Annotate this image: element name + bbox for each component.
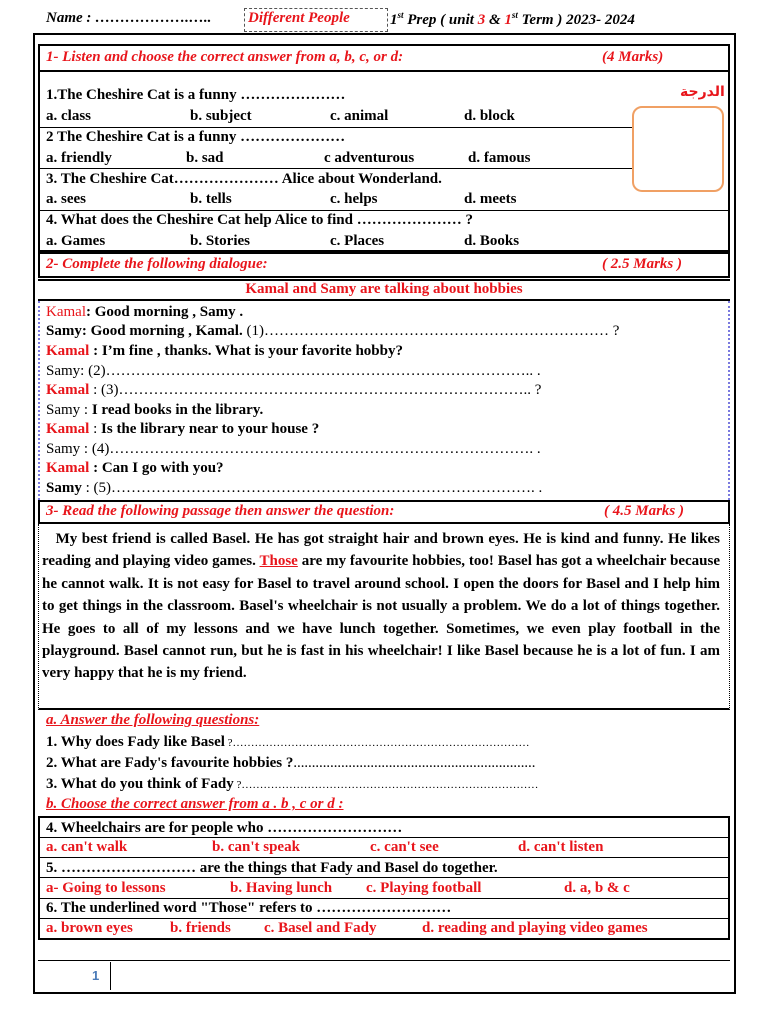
q4-opt-c[interactable]: c. can't see xyxy=(370,839,439,855)
dialogue-line[interactable]: Kamal : (3)……………………………………………………………………….. ? xyxy=(46,382,542,398)
section3-marks: ( 4.5 Marks ) xyxy=(604,503,685,519)
page-number: 1 xyxy=(92,968,100,983)
grade-label: الدرجة xyxy=(680,84,725,100)
divider xyxy=(38,127,632,128)
q5-opt-c[interactable]: c. Playing football xyxy=(366,880,482,896)
s1-q4-opt-b[interactable]: b. Stories xyxy=(190,233,250,249)
part-a-question[interactable]: 1. Why does Fady like Basel ?……………………………………………………………………… xyxy=(46,734,530,750)
section2-title: 2- Complete the following dialogue: xyxy=(46,256,268,272)
s1-q3-opt-a[interactable]: a. sees xyxy=(46,191,86,207)
page-header xyxy=(0,0,768,34)
footer-divider xyxy=(110,962,111,990)
part-a-question[interactable]: 2. What are Fady's favourite hobbies ?………………………………………………………… xyxy=(46,755,536,771)
q6-opt-b[interactable]: b. friends xyxy=(170,920,231,936)
underlined-word: Those xyxy=(259,553,298,570)
section2-marks: ( 2.5 Marks ) xyxy=(602,256,683,272)
divider xyxy=(38,210,730,211)
s1-q1: 1.The Cheshire Cat is a funny ………………… xyxy=(46,87,346,103)
dialogue-line[interactable]: Samy : (4)…………………………………………………………………………. . xyxy=(46,441,541,457)
s1-q3: 3. The Cheshire Cat………………… Alice about Wonderland. xyxy=(46,171,442,187)
s1-q3-opt-b[interactable]: b. tells xyxy=(190,191,232,207)
s1-q4-opt-d[interactable]: d. Books xyxy=(464,233,520,249)
part-a-title: a. Answer the following questions: xyxy=(46,712,260,728)
dialogue-line[interactable]: Samy : (5)…………………………………………………………………………. . xyxy=(46,480,543,496)
q4-opt-a[interactable]: a. can't walk xyxy=(46,839,128,855)
part-a-question[interactable]: 3. What do you think of Fady ?……………………………………………………………………… xyxy=(46,776,539,792)
section1-marks: (4 Marks) xyxy=(602,49,664,65)
q6-opt-d[interactable]: d. reading and playing video games xyxy=(422,920,648,936)
section2-subtitle: Kamal and Samy are talking about hobbies xyxy=(245,281,523,297)
s1-q1-opt-d[interactable]: d. block xyxy=(464,108,515,124)
q4-opt-d[interactable]: d. can't listen xyxy=(518,839,604,855)
section3-title: 3- Read the following passage then answer the question: xyxy=(46,503,395,519)
q5-opt-d[interactable]: d. a, b & c xyxy=(564,880,630,896)
s1-q3-opt-d[interactable]: d. meets xyxy=(464,191,517,207)
part-b-title: b. Choose the correct answer from a . b , c or d : xyxy=(46,796,344,812)
dialogue-line[interactable]: Samy: (2)………………………………………………………………………….. . xyxy=(46,363,541,379)
divider xyxy=(38,857,730,858)
section1-title: 1- Listen and choose the correct answer from a, b, c, or d: xyxy=(46,49,404,65)
s1-q1-opt-a[interactable]: a. class xyxy=(46,108,91,124)
q5-opt-b[interactable]: b. Having lunch xyxy=(230,880,333,896)
s1-q2: 2 The Cheshire Cat is a funny ………………… xyxy=(46,129,346,145)
divider xyxy=(38,898,730,899)
s1-q2-opt-a[interactable]: a. friendly xyxy=(46,150,112,166)
part-b-q4: 4. Wheelchairs are for people who ……………………… xyxy=(46,820,403,836)
q5-opt-a[interactable]: a- Going to lessons xyxy=(46,880,166,896)
name-label: Name : ……………….….. xyxy=(46,10,212,26)
s1-q4: 4. What does the Cheshire Cat help Alice to find ………………… ? xyxy=(46,212,473,228)
dialogue-line: Kamal : Is the library near to your house ? xyxy=(46,421,320,437)
q6-opt-c[interactable]: c. Basel and Fady xyxy=(264,920,377,936)
divider xyxy=(38,837,730,838)
footer-bar xyxy=(38,960,730,990)
s1-q4-opt-a[interactable]: a. Games xyxy=(46,233,106,249)
dialogue-line: Kamal: Good morning , Samy . xyxy=(46,304,244,320)
part-b-q6: 6. The underlined word "Those" refers to ……………………… xyxy=(46,900,452,916)
s1-q2-opt-d[interactable]: d. famous xyxy=(468,150,531,166)
grade-box[interactable] xyxy=(632,106,724,192)
unit-title: Different People xyxy=(248,10,350,26)
s1-q3-opt-c[interactable]: c. helps xyxy=(330,191,378,207)
dialogue-line: Samy : I read books in the library. xyxy=(46,402,264,418)
s1-q2-opt-b[interactable]: b. sad xyxy=(186,150,224,166)
divider xyxy=(38,918,730,919)
s1-q2-opt-c[interactable]: c adventurous xyxy=(324,150,415,166)
s1-q1-opt-b[interactable]: b. subject xyxy=(190,108,252,124)
divider xyxy=(38,877,730,878)
grade-prep: 1st Prep ( unit 3 & 1st Term ) 2023- 2024 xyxy=(390,10,635,28)
part-b-q5: 5. ……………………… are the things that Fady and Basel do together. xyxy=(46,860,498,876)
divider xyxy=(38,168,632,169)
s1-q1-opt-c[interactable]: c. animal xyxy=(330,108,389,124)
dialogue-line: Kamal : Can I go with you? xyxy=(46,460,224,476)
s1-q4-opt-c[interactable]: c. Places xyxy=(330,233,385,249)
dialogue-line[interactable]: Samy: Good morning , Kamal. (1)…………………………………………………………… ? xyxy=(46,323,620,339)
q6-opt-a[interactable]: a. brown eyes xyxy=(46,920,133,936)
reading-passage: My best friend is called Basel. He has got straight hair and brown eyes. He is kind and funny. He likes reading and playing video games. Those are my favourite hobbies, too! Basel has got a wheelchair because he cannot walk. It is not easy for Basel to travel around school. I open the doors for Basel and I help him to get things in the classroom. Basel's wheelchair is not usually a problem. We do a lot of things together. He goes to all of my lessons and we have lunch together. Sometimes, we even play football in the playground. Basel cannot run, but he is fast in his wheelchair! I like Basel because he is a lot of fun. I am very happy that he is my friend. xyxy=(42,531,721,682)
dialogue-line: Kamal : I’m fine , thanks. What is your favorite hobby? xyxy=(46,343,403,359)
q4-opt-b[interactable]: b. can't speak xyxy=(212,839,300,855)
